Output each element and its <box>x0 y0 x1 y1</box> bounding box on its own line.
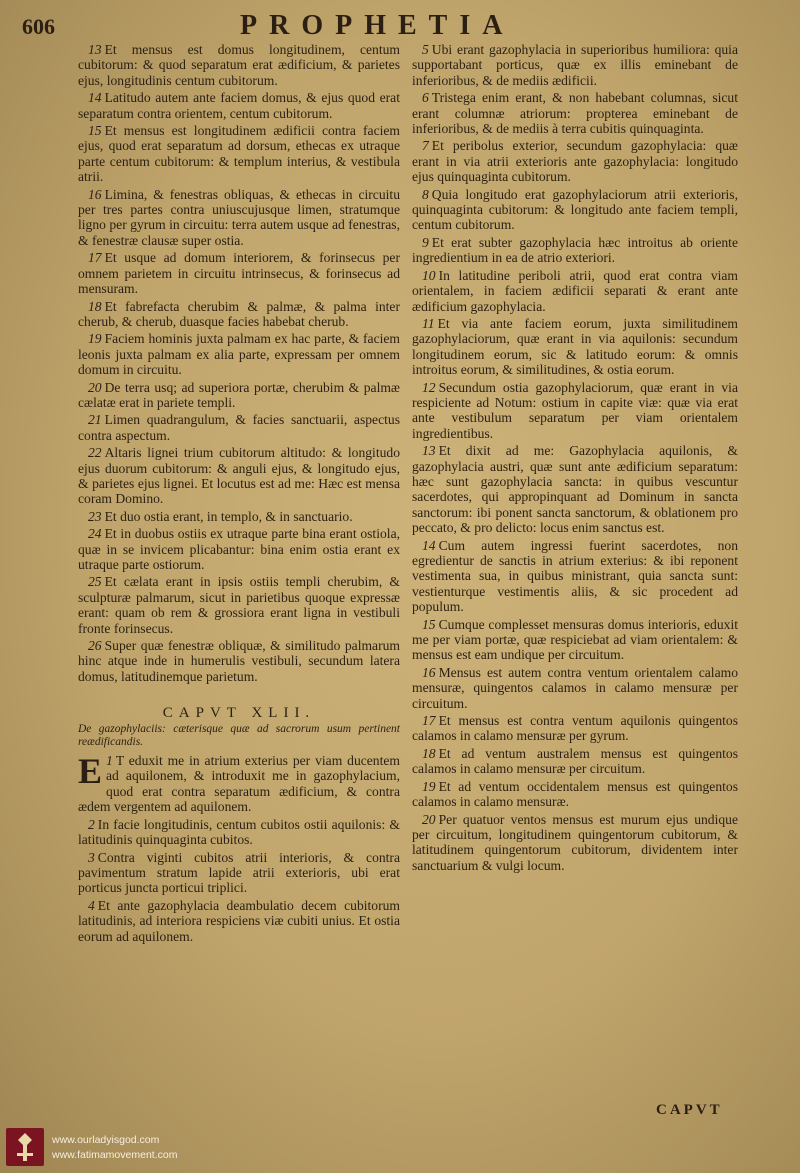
site-footer <box>6 1128 306 1168</box>
verse: 9 Et erat subter gazophylacia hæc introitus ab oriente ingredientium in ea de atrio exteriori. <box>412 234 738 266</box>
verse: 20 De terra usq; ad superiora portæ, cherubim & palmæ cælatæ erat in pariete templi. <box>78 379 400 410</box>
verse: 13 Et mensus est domus longitudinem, centum cubitorum: & quod separatum erat ædificium, & parietes ejus, longitudinis centum cubitorum. <box>78 42 400 88</box>
verse: 24 Et in duobus ostiis ex utraque parte bina erant ostiola, quæ in se invicem plicabantur: bina enim ostia erant ex utraque parte ostiorum. <box>78 526 400 572</box>
drop-cap: E <box>78 751 103 792</box>
website-link[interactable]: www.fatimamovement.com <box>52 1149 178 1161</box>
verse: 10 In latitudine periboli atrii, quod erat contra viam orientalem, in faciem ædificii separati & erant ante ædificium gazophylacia. <box>412 267 738 314</box>
verse: 17 Et mensus est contra ventum aquilonis quingentos calamos in calamo mensuræ per gyrum. <box>412 713 738 744</box>
running-title: PROPHETIA <box>240 10 515 41</box>
verse: 16 Limina, & fenestras obliquas, & ethecas in circuitu per tres partes contra uniuscujusque limen, stratumque ligno per gyrum in circuitu: terra autem usque ad fenestras, & fenestræ clausæ super ostia. <box>78 186 400 248</box>
verse: 14 Latitudo autem ante faciem domus, & ejus quod erat separatum contra orientem, centum cubitorum. <box>78 90 400 121</box>
verse: 12 Secundum ostia gazophylaciorum, quæ erant in via respiciente ad Notum: ostium in capite viæ: quæ via erat ante vestibulum separatum per viam orientalem ingredientibus. <box>412 379 738 441</box>
verse: 6 Tristega enim erant, & non habebant columnas, sicut erant columnæ atriorum: propterea eminebant de inferioribus, & de mediis à terra cubitis quinquaginta. <box>412 90 738 137</box>
verse: 25 Et cælata erant in ipsis ostiis templi cherubim, & sculpturæ palmarum, sicut in parietibus quoque expressæ erant: quam ob rem & grossiora erant ligna in vestibuli fronte forinsecus. <box>78 574 400 636</box>
verse: 21 Limen quadrangulum, & facies sanctuarii, aspectus contra aspectum. <box>78 412 400 443</box>
verse: 2 In facie longitudinis, centum cubitos ostii aquilonis: & latitudinis quinquaginta cubitos. <box>78 816 400 848</box>
verse: 13 Et dixit ad me: Gazophylacia aquilonis, & gazophylacia austri, quæ sunt ante ædificium separatum: hæc sunt gazophylacia sancta: in quibus vescuntur sacerdotes, qui appropinquant ad Dominum in sancta sanctorum: ibi ponent sancta sanctorum, & oblationem pro peccato, & pro delicto: locus enim sanctus est. <box>412 443 738 536</box>
right-column <box>412 42 738 875</box>
verse <box>78 686 400 701</box>
verse: 26 Super quæ fenestræ obliquæ, & similitudo palmarum hinc atque inde in humerulis vestibuli, secundum latera domus, latitudinemque parietum. <box>78 638 400 684</box>
verse: 3 Contra viginti cubitos atrii interioris, & contra pavimentum stratum lapide atrii exterioris, ubi erat porticus juncta porticui triplici. <box>78 849 400 896</box>
verse: 7 Et peribolus exterior, secundum gazophylacia: quæ erant in via atrii exterioris ante gazophylacia: longitudo ejus quinquaginta cubitorum. <box>412 138 738 185</box>
verse: 19 Faciem hominis juxta palmam ex hac parte, & faciem leonis juxta palmam ex alia parte, expressam per omnem domum in circuitu. <box>78 331 400 378</box>
verse: 4 Et ante gazophylacia deambulatio decem cubitorum latitudinis, ad interiora respiciens viæ cubiti unius. Et ostia eorum ad aquilonem. <box>78 897 400 944</box>
verse: 19 Et ad ventum occidentalem mensus est quingentos calamos in calamo mensuræ. <box>412 778 738 810</box>
verse: 8 Quia longitudo erat gazophylaciorum atrii exterioris, quinquaginta cubitorum: & longitudo ante faciem templi, centum cubitorum. <box>412 186 738 233</box>
chapter-summary: De gazophylaciis: cæterisque quæ ad sacrorum usum pertinent reædificandis. <box>78 723 400 749</box>
verse: 15 Cumque complesset mensuras domus interioris, eduxit me per viam portæ, quæ respiciebat ad viam orientalem: & mensus est eam undique per circuitum. <box>412 616 738 663</box>
verse: 16 Mensus est autem contra ventum orientalem calamo mensuræ, quingentos calamos in calamo mensuræ per circuitum. <box>412 664 738 711</box>
verse: 22 Altaris lignei trium cubitorum altitudo: & longitudo ejus duorum cubitorum: & anguli ejus, & longitudo ejus, & parietes ejus lignei. Et locutus est ad me: Hæc est mensa coram Domino. <box>78 445 400 507</box>
verse: 1 E T eduxit me in atrium exterius per viam ducentem ad aquilonem, & introduxit me in gazophylacium, quod erat contra separatum ædificium, & contra ædem vergentem ad aquilonem. <box>78 751 400 815</box>
website-link[interactable]: www.ourladyisgod.com <box>52 1134 160 1146</box>
catchword: CAPVT <box>656 1102 723 1118</box>
verse: 5 Ubi erant gazophylacia in superioribus humiliora: quia supportabant porticus, quæ ex illis eminebant de inferioribus, & de mediis ædificii. <box>412 42 738 88</box>
page-number: 606 <box>22 14 55 39</box>
papal-emblem-icon <box>6 1128 44 1166</box>
verse: 18 Et ad ventum australem mensus est quingentos calamos in calamo mensuræ per circuitum. <box>412 745 738 777</box>
verse: 11 Et via ante faciem eorum, juxta similitudinem gazophylaciorum, quæ erant in via aquilonis: secundum longitudinem eorum, sic & latitudo eorum: & omnis introitus eorum, & similitudines, & ostia eorum. <box>412 315 738 378</box>
left-column <box>78 42 400 946</box>
verse: 20 Per quatuor ventos mensus est murum ejus undique per circuitum, longitudinem quingentorum cubitorum, & latitudinem quingentorum cubitorum, dividentem inter sanctuarium & vulgi locum. <box>412 811 738 873</box>
verse: 17 Et usque ad domum interiorem, & forinsecus per omnem parietem in circuitu intrinsecus, & forinsecus ad mensuram. <box>78 250 400 297</box>
verse: 18 Et fabrefacta cherubim & palmæ, & palma inter cherub, & cherub, duasque facies habebat cherub. <box>78 298 400 329</box>
verse: 23 Et duo ostia erant, in templo, & in sanctuario. <box>88 508 353 524</box>
verse: 14 Cum autem ingressi fuerint sacerdotes, non egredientur de sanctis in atrium exterius: & ibi reponent vestimenta sua, in quibus ministrant, quia sancta sunt: vestienturque vestimentis aliis, & sic procedent ad populum. <box>412 537 738 615</box>
verse: 15 Et mensus est longitudinem ædificii contra faciem ejus, quod erat separatum ad dorsum, ethecas ex utraque parte centum cubitorum: & templum interius, & vestibula atrii. <box>78 123 400 185</box>
chapter-heading: CAPVT XLII. <box>162 704 316 721</box>
